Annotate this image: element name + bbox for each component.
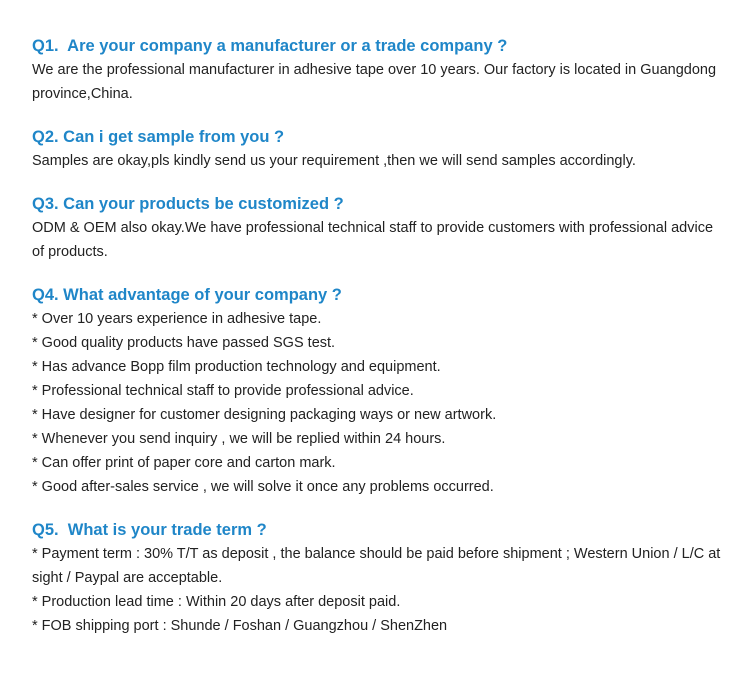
- question-heading: Q3. Can your products be customized ?: [32, 195, 344, 213]
- trade-term-item: * FOB shipping port : Shunde / Foshan / Guangzhou / ShenZhen: [32, 618, 448, 634]
- question-heading: Q2. Can i get sample from you ?: [32, 128, 285, 146]
- faq-item-q3: [32, 192, 722, 264]
- faq-item-q5: [32, 518, 722, 638]
- advantage-item: * Can offer print of paper core and carton mark.: [32, 455, 336, 471]
- answer-text: We are the professional manufacturer in adhesive tape over 10 years. Our factory is located in Guangdong province,China.: [32, 62, 717, 102]
- advantage-item: * Over 10 years experience in adhesive tape.: [32, 311, 322, 327]
- answer-text: Samples are okay,pls kindly send us your requirement ,then we will send samples accordingly.: [32, 153, 636, 169]
- advantage-item: * Whenever you send inquiry , we will be replied within 24 hours.: [32, 431, 446, 447]
- question-heading: Q5. What is your trade term ?: [32, 521, 267, 539]
- faq-item-q4: [32, 283, 722, 499]
- question-heading: Q1. Are your company a manufacturer or a trade company ?: [32, 37, 508, 55]
- trade-term-item: * Payment term : 30% T/T as deposit , the balance should be paid before shipment ; Western Union / L/C at sight / Paypal are acceptable.: [32, 546, 721, 586]
- answer-text: ODM & OEM also okay.We have professional technical staff to provide customers with professional advice of products.: [32, 220, 714, 260]
- faq-item-q1: [32, 34, 722, 106]
- advantage-item: * Have designer for customer designing packaging ways or new artwork.: [32, 407, 497, 423]
- advantage-item: * Professional technical staff to provide professional advice.: [32, 383, 414, 399]
- advantage-item: * Good after-sales service , we will solve it once any problems occurred.: [32, 479, 494, 495]
- advantage-item: * Has advance Bopp film production technology and equipment.: [32, 359, 441, 375]
- faq-item-q2: [32, 125, 722, 173]
- trade-term-item: * Production lead time : Within 20 days after deposit paid.: [32, 594, 401, 610]
- advantage-item: * Good quality products have passed SGS test.: [32, 335, 336, 351]
- question-heading: Q4. What advantage of your company ?: [32, 286, 342, 304]
